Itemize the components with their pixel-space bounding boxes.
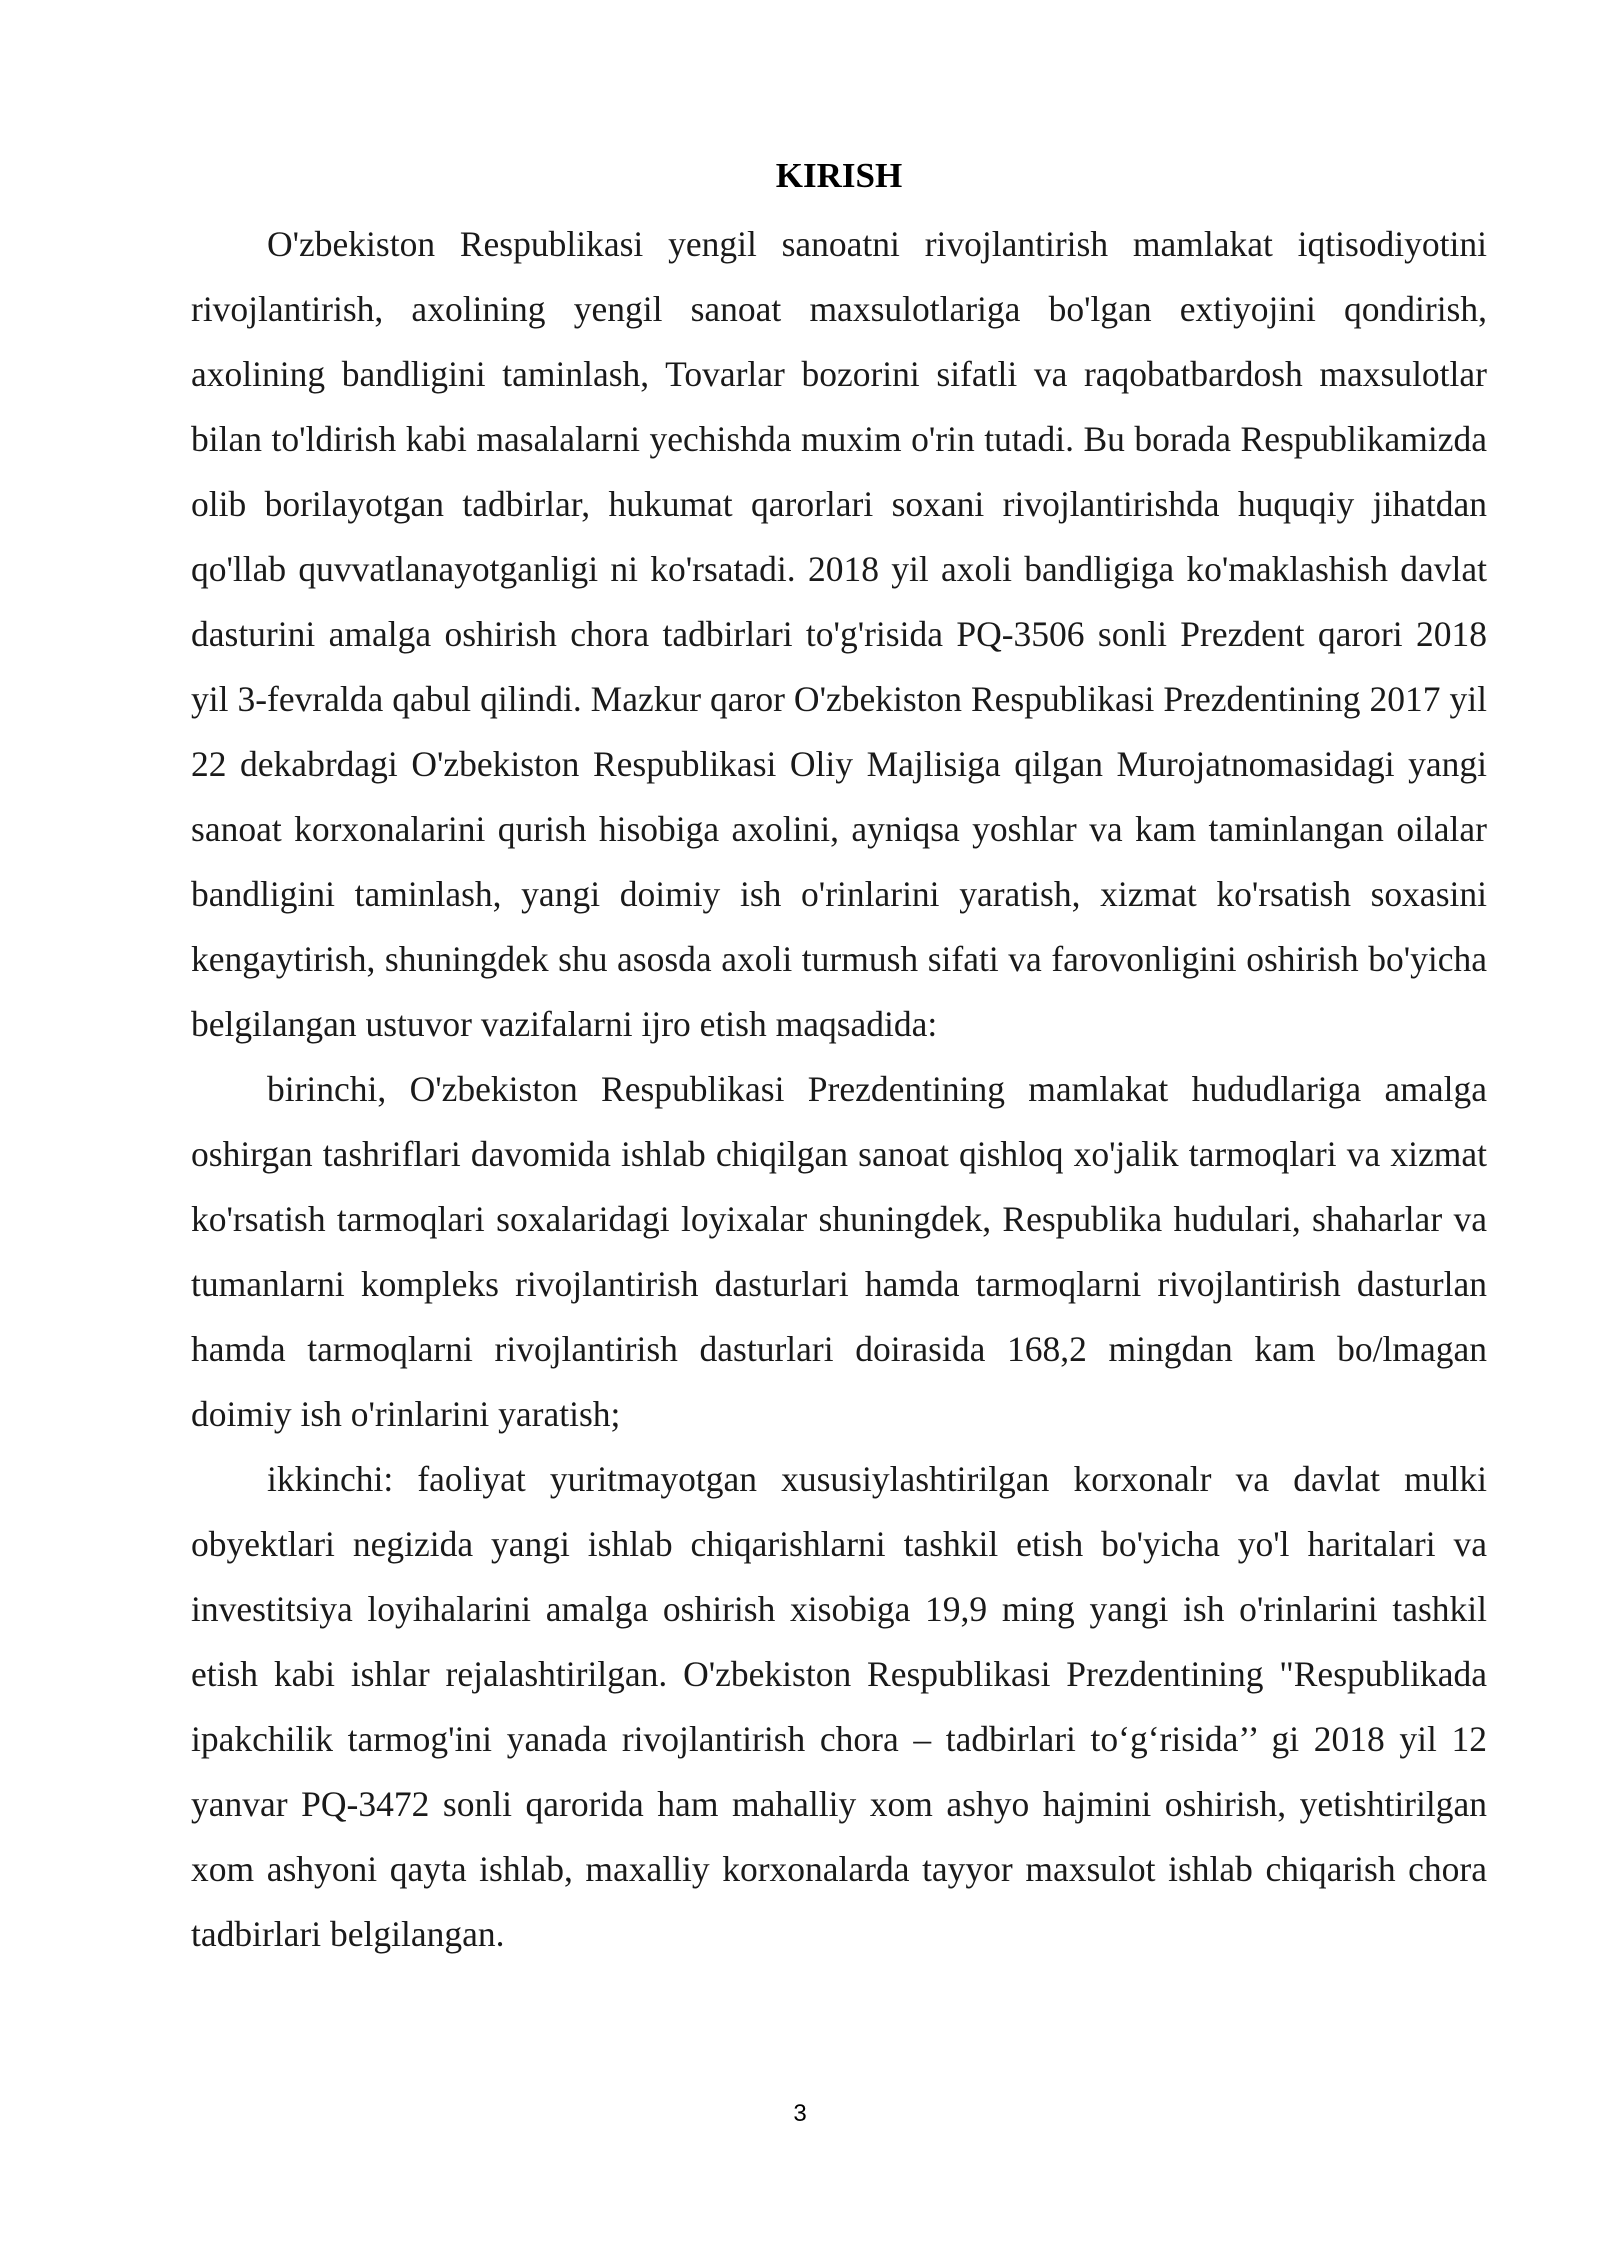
document-title: KIRISH: [775, 156, 903, 195]
document-body: [191, 148, 1487, 1967]
page-number: 3: [793, 2100, 807, 2127]
paragraph-ikkinchi: ikkinchi: faoliyat yuritmayotgan xususiylashtirilgan korxonalr va davlat mulki obyektlari negizida yangi ishlab chiqarishlarni tashkil etish bo'yicha yo'l haritalari va investitsiya loyihalarini amalga oshirish xisobiga 19,9 ming yangi ish o'rinlarini tashkil etish kabi ishlar rejalashtirilgan. O'zbekiston Respublikasi Prezdentining "Respublikada ipakchilik tarmog'ini yanada rivojlantirish chora – tadbirlari to‘g‘risida’’ gi 2018 yil 12 yanvar PQ-3472 sonli qarorida ham mahalliy xom ashyo hajmini oshirish, yetishtirilgan xom ashyoni qayta ishlab, maxalliy korxonalarda tayyor maxsulot ishlab chiqarish chora tadbirlari belgilangan.: [191, 1459, 1487, 1954]
paragraph-intro: O'zbekiston Respublikasi yengil sanoatni rivojlantirish mamlakat iqtisodiyotini rivojlantirish, axolining yengil sanoat maxsulotlariga bo'lgan extiyojini qondirish, axolining bandligini taminlash, Tovarlar bozorini sifatli va raqobatbardosh maxsulotlar bilan to'ldirish kabi masalalarni yechishda muxim o'rin tutadi. Bu borada Respublikamizda olib borilayotgan tadbirlar, hukumat qarorlari soxani rivojlantirishda huquqiy jihatdan qo'llab quvvatlanayotganligi ni ko'rsatadi. 2018 yil axoli bandligiga ko'maklashish davlat dasturini amalga oshirish chora tadbirlari to'g'risida PQ-3506 sonli Prezdent qarori 2018 yil 3-fevralda qabul qilindi. Mazkur qaror O'zbekiston Respublikasi Prezdentining 2017 yil 22 dekabrdagi O'zbekiston Respublikasi Oliy Majlisiga qilgan Murojatnomasidagi yangi sanoat korxonalarini qurish hisobiga axolini, ayniqsa yoshlar va kam taminlangan oilalar bandligini taminlash, yangi doimiy ish o'rinlarini yaratish, xizmat ko'rsatish soxasini kengaytirish, shuningdek shu asosda axoli turmush sifati va farovonligini oshirish bo'yicha belgilangan ustuvor vazifalarni ijro etish maqsadida:: [191, 224, 1487, 1044]
paragraph-birinchi: birinchi, O'zbekiston Respublikasi Prezdentining mamlakat hududlariga amalga oshirgan tashriflari davomida ishlab chiqilgan sanoat qishloq xo'jalik tarmoqlari va xizmat ko'rsatish tarmoqlari soxalaridagi loyixalar shuningdek, Respublika hudulari, shaharlar va tumanlarni kompleks rivojlantirish dasturlari hamda tarmoqlarni rivojlantirish dasturlan hamda tarmoqlarni rivojlantirish dasturlari doirasida 168,2 mingdan kam bo/lmagan doimiy ish o'rinlarini yaratish;: [191, 1069, 1487, 1434]
